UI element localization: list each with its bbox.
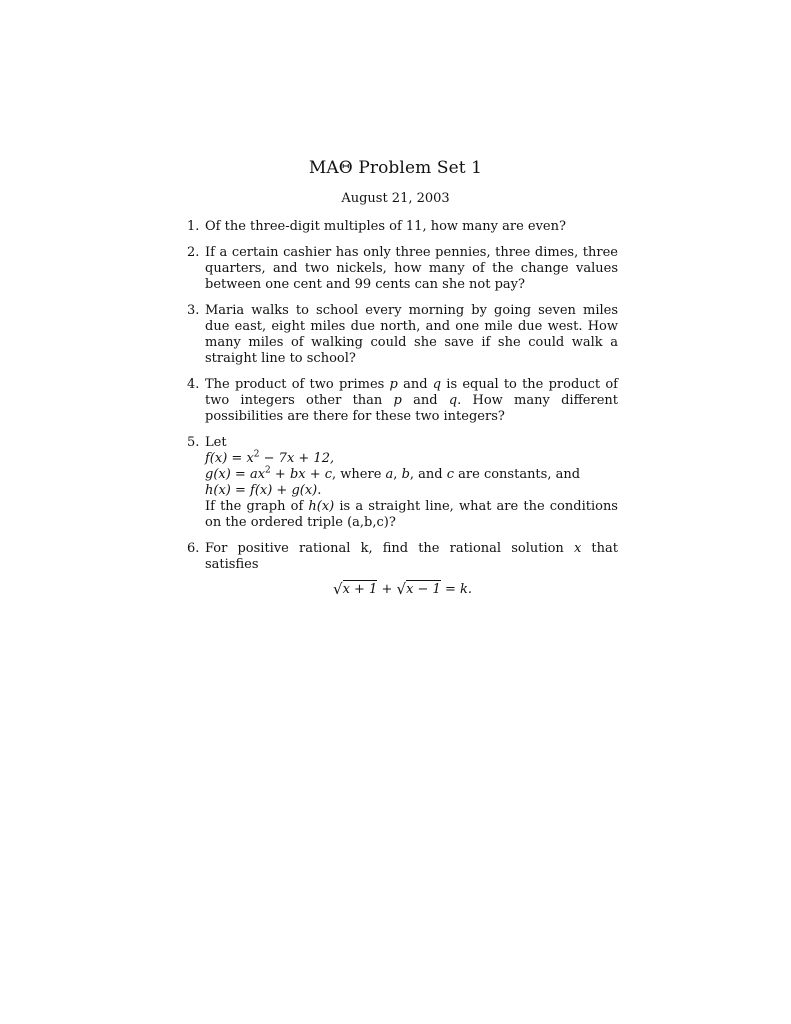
problem-5 (187, 435, 618, 531)
problem-number: 3. (187, 303, 200, 318)
math-segment: g(x) = ax (205, 467, 266, 482)
radicand: x − 1 (406, 582, 441, 597)
square-root (397, 581, 441, 598)
problem-2 (187, 245, 618, 293)
variable-q: q (448, 393, 458, 408)
problem-intro: Let (205, 435, 227, 450)
math-segment: + bx + c (270, 467, 333, 482)
text-segment: that satisfies (205, 541, 618, 572)
exponent: 2 (253, 449, 260, 460)
text-segment: , where (332, 467, 386, 482)
problem-number: 1. (187, 219, 200, 234)
problem-text (205, 541, 618, 573)
text-segment: The product of two primes (205, 377, 390, 392)
problem-number: 4. (187, 377, 200, 392)
variable-b: b (401, 467, 410, 482)
text-segment: is a straight line, what are the conditions on the ordered triple (a,b,c)? (205, 499, 618, 530)
equation-g (205, 467, 618, 483)
variable-a: a (385, 467, 394, 482)
problem-4 (187, 377, 618, 425)
document-date: August 21, 2003 (341, 191, 450, 206)
document-title: MAΘ Problem Set 1 (308, 158, 483, 178)
math-segment: h(x) (308, 499, 335, 514)
problem-list (187, 219, 618, 608)
text-segment: and (397, 377, 433, 392)
equation-rhs: = k. (440, 582, 472, 597)
problem-question (205, 499, 618, 531)
problem-6 (187, 541, 618, 598)
exponent: 2 (265, 465, 271, 476)
text-segment: If the graph of (205, 499, 309, 514)
problem-text (205, 435, 618, 531)
radical-icon: √ (396, 580, 407, 598)
math-segment: h(x) = f(x) + g(x) (205, 483, 318, 498)
text-segment: , and (409, 467, 447, 482)
text-segment: is equal to the product of two integers other than (205, 377, 618, 408)
radical-icon: √ (333, 580, 343, 598)
problem-text (205, 377, 618, 425)
problem-text: Of the three-digit multiples of 11, how many are even? (205, 219, 566, 234)
variable-p: p (389, 377, 398, 392)
problem-text: Maria walks to school every morning by going seven miles due east, eight miles due north, and one mile due west. How many miles of walking could she save if she could walk a straight line to school? (205, 303, 618, 366)
text-segment: For positive rational k, find the rational solution (205, 541, 574, 556)
problem-number: 5. (187, 435, 200, 450)
problem-1 (187, 219, 618, 235)
square-root (333, 581, 377, 598)
variable-c: c (446, 467, 455, 482)
display-equation (205, 581, 618, 598)
variable-q: q (432, 377, 442, 392)
problem-number: 6. (187, 541, 200, 556)
math-operator: + (377, 582, 397, 597)
math-segment: f(x) = x (205, 451, 254, 466)
problem-number: 2. (187, 245, 200, 260)
variable-x: x (573, 541, 582, 556)
problem-3 (187, 303, 618, 367)
text-segment: . How many different possibilities are there for these two integers? (205, 393, 618, 424)
text-segment: , (393, 467, 402, 482)
variable-p: p (393, 393, 402, 408)
text-segment: and (401, 393, 449, 408)
problem-text: If a certain cashier has only three pennies, three dimes, three quarters, and two nickels, how many of the change values between one cent and 99 cents can she not pay? (205, 245, 618, 292)
text-segment: are constants, and (454, 467, 581, 482)
math-segment: − 7x + 12, (259, 451, 335, 466)
text-segment: . (317, 483, 322, 498)
equation-h (205, 483, 618, 499)
equation-f (205, 451, 618, 467)
radicand: x + 1 (342, 582, 378, 597)
